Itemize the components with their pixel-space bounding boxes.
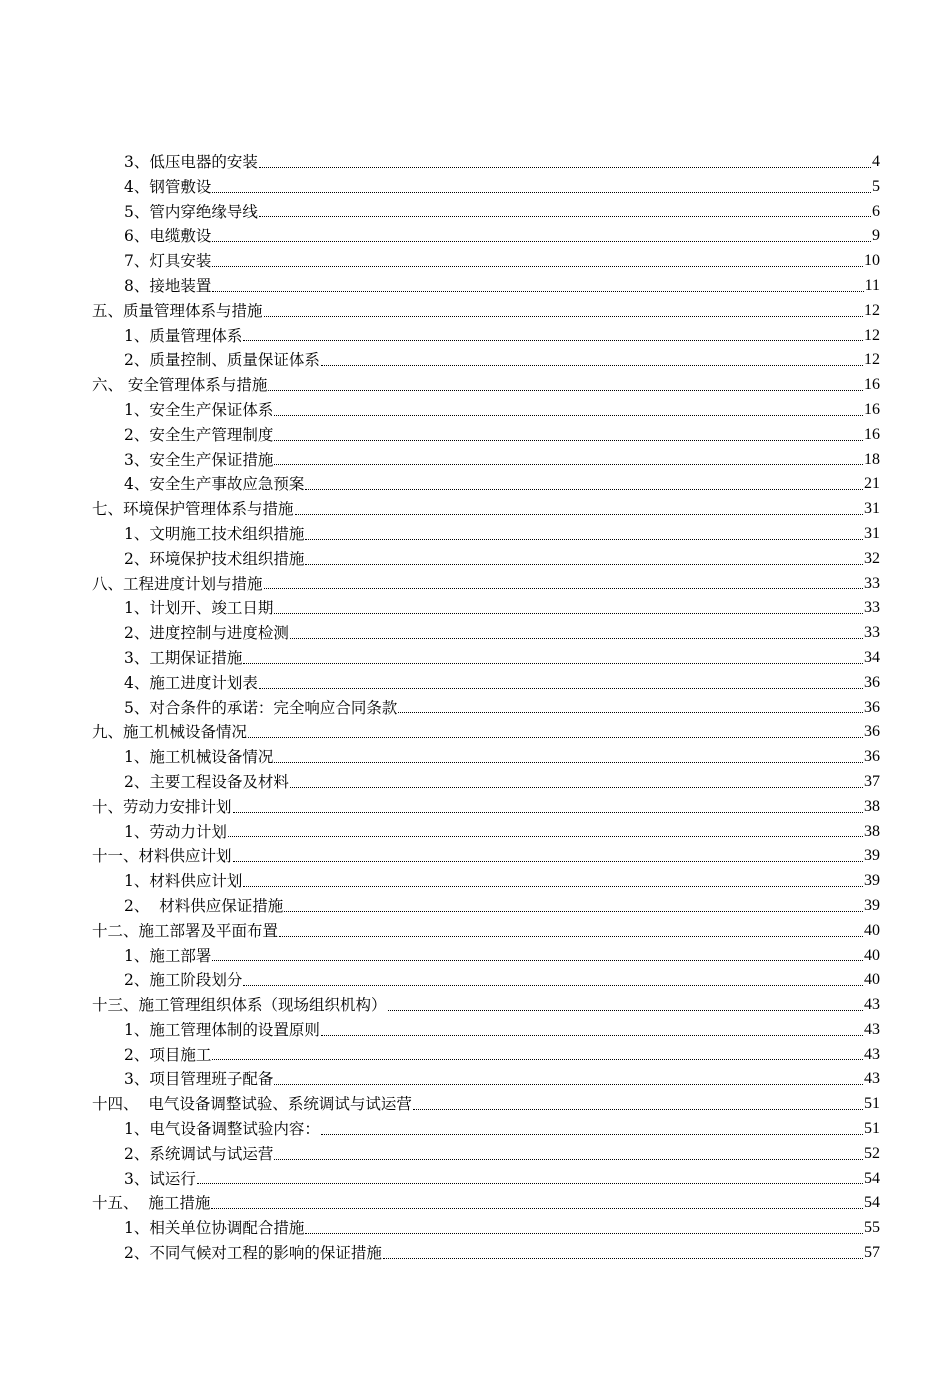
toc-entry[interactable] bbox=[92, 1043, 880, 1068]
toc-page-number: 36 bbox=[864, 698, 880, 716]
toc-entry[interactable] bbox=[92, 1092, 880, 1117]
toc-page-number: 31 bbox=[864, 500, 880, 518]
toc-dot-leader bbox=[305, 489, 863, 490]
toc-entry[interactable] bbox=[92, 348, 880, 373]
toc-page-number: 21 bbox=[864, 475, 880, 493]
toc-dot-leader bbox=[259, 167, 871, 168]
toc-entry[interactable] bbox=[92, 795, 880, 820]
toc-dot-leader bbox=[295, 514, 863, 515]
toc-entry-title: 6、电缆敷设 bbox=[124, 227, 212, 246]
toc-dot-leader bbox=[305, 1233, 863, 1234]
toc-page-number: 40 bbox=[864, 971, 880, 989]
toc-page-number: 43 bbox=[864, 996, 880, 1014]
toc-page-number: 40 bbox=[864, 921, 880, 939]
toc-page-number: 32 bbox=[864, 549, 880, 567]
toc-dot-leader bbox=[228, 836, 863, 837]
toc-page-number: 52 bbox=[864, 1144, 880, 1162]
toc-entry-title: 5、管内穿绝缘导线 bbox=[124, 202, 258, 221]
toc-entry-title: 2、环境保护技术组织措施 bbox=[124, 549, 305, 568]
toc-page-number: 51 bbox=[864, 1095, 880, 1113]
toc-page-number: 43 bbox=[864, 1045, 880, 1063]
toc-dot-leader bbox=[243, 886, 863, 887]
toc-entry-title: 3、低压电器的安装 bbox=[124, 153, 258, 171]
toc-dot-leader bbox=[212, 960, 863, 961]
toc-entry-title: 4、施工进度计划表 bbox=[124, 673, 258, 692]
toc-dot-leader bbox=[259, 216, 871, 217]
toc-dot-leader bbox=[383, 1258, 863, 1259]
toc-entry[interactable] bbox=[92, 150, 880, 175]
toc-entry[interactable] bbox=[92, 324, 880, 349]
toc-page-number: 38 bbox=[864, 822, 880, 840]
toc-dot-leader bbox=[274, 415, 863, 416]
toc-dot-leader bbox=[388, 1010, 863, 1011]
toc-dot-leader bbox=[274, 1159, 863, 1160]
toc-page-number: 34 bbox=[864, 648, 880, 666]
toc-entry[interactable] bbox=[92, 1216, 880, 1241]
toc-dot-leader bbox=[243, 663, 863, 664]
toc-entry-title: 3、试运行 bbox=[124, 1169, 196, 1188]
toc-entry[interactable] bbox=[92, 671, 880, 696]
toc-entry[interactable] bbox=[92, 497, 880, 522]
toc-page-number: 55 bbox=[864, 1219, 880, 1237]
toc-entry-title: 2、项目施工 bbox=[124, 1045, 212, 1064]
toc-entry-title: 7、灯具安装 bbox=[124, 252, 212, 271]
toc-entry[interactable] bbox=[92, 820, 880, 845]
toc-dot-leader bbox=[259, 688, 863, 689]
toc-entry-title: 八、工程进度计划与措施 bbox=[92, 574, 263, 593]
toc-page-number: 10 bbox=[864, 252, 880, 270]
toc-dot-leader bbox=[212, 266, 863, 267]
toc-page-number: 12 bbox=[864, 351, 880, 369]
toc-entry-title: 十三、施工管理组织体系（现场组织机构） bbox=[92, 996, 387, 1015]
toc-entry-title: 十二、施工部署及平面布置 bbox=[92, 921, 279, 940]
toc-page-number: 39 bbox=[864, 847, 880, 865]
toc-entry[interactable] bbox=[92, 844, 880, 869]
toc-entry-title: 2、施工阶段划分 bbox=[124, 971, 243, 990]
toc-entry[interactable] bbox=[92, 1018, 880, 1043]
toc-entry-title: 1、劳动力计划 bbox=[124, 822, 227, 841]
toc-dot-leader bbox=[321, 365, 863, 366]
toc-dot-leader bbox=[212, 241, 871, 242]
toc-entry-title: 十五、 施工措施 bbox=[92, 1194, 211, 1213]
toc-entry-title: 2、系统调试与试运营 bbox=[124, 1144, 274, 1163]
toc-entry-title: 5、对合条件的承诺：完全响应合同条款 bbox=[124, 698, 398, 717]
toc-entry[interactable] bbox=[92, 423, 880, 448]
toc-entry-title: 七、环境保护管理体系与措施 bbox=[92, 500, 294, 519]
toc-entry[interactable] bbox=[92, 1117, 880, 1142]
toc-dot-leader bbox=[211, 1208, 863, 1209]
toc-page-number: 37 bbox=[864, 772, 880, 790]
toc-entry-title: 1、安全生产保证体系 bbox=[124, 400, 274, 419]
toc-page-number: 36 bbox=[864, 673, 880, 691]
toc-entry[interactable] bbox=[92, 175, 880, 200]
toc-page-number: 12 bbox=[864, 326, 880, 344]
toc-page-number: 51 bbox=[864, 1120, 880, 1138]
toc-entry[interactable] bbox=[92, 696, 880, 721]
toc-page-number: 54 bbox=[864, 1169, 880, 1187]
toc-entry-title: 8、接地装置 bbox=[124, 276, 212, 295]
toc-entry-title: 1、质量管理体系 bbox=[124, 326, 243, 345]
toc-page-number: 43 bbox=[864, 1020, 880, 1038]
toc-entry[interactable] bbox=[92, 274, 880, 299]
toc-dot-leader bbox=[243, 340, 863, 341]
toc-page-number: 11 bbox=[864, 276, 880, 294]
toc-page-number: 16 bbox=[864, 425, 880, 443]
toc-entry-title: 九、施工机械设备情况 bbox=[92, 723, 248, 742]
toc-page-number: 4 bbox=[872, 153, 880, 170]
toc-dot-leader bbox=[274, 1084, 863, 1085]
toc-entry[interactable] bbox=[92, 547, 880, 572]
toc-page-number: 38 bbox=[864, 797, 880, 815]
toc-page-number: 9 bbox=[872, 227, 880, 245]
toc-entry-title: 1、计划开、竣工日期 bbox=[124, 599, 274, 618]
toc-entry[interactable] bbox=[92, 1067, 880, 1092]
toc-entry[interactable] bbox=[92, 249, 880, 274]
toc-entry-title: 2、不同气候对工程的影响的保证措施 bbox=[124, 1244, 382, 1263]
toc-dot-leader bbox=[268, 390, 863, 391]
toc-dot-leader bbox=[279, 936, 863, 937]
toc-entry-title: 十一、材料供应计划 bbox=[92, 847, 232, 866]
toc-entry-title: 2、进度控制与进度检测 bbox=[124, 624, 289, 643]
toc-page-number: 6 bbox=[872, 202, 880, 220]
toc-dot-leader bbox=[321, 1134, 863, 1135]
toc-dot-leader bbox=[264, 588, 863, 589]
toc-dot-leader bbox=[274, 464, 863, 465]
toc-entry[interactable] bbox=[92, 1167, 880, 1192]
toc-entry-title: 1、电气设备调整试验内容： bbox=[124, 1120, 320, 1139]
toc-dot-leader bbox=[413, 1109, 863, 1110]
toc-entry[interactable] bbox=[92, 448, 880, 473]
toc-entry[interactable] bbox=[92, 224, 880, 249]
toc-entry-title: 1、文明施工技术组织措施 bbox=[124, 524, 305, 543]
toc-page-number: 39 bbox=[864, 896, 880, 914]
toc-entry-title: 十、劳动力安排计划 bbox=[92, 797, 232, 816]
toc-dot-leader bbox=[305, 539, 863, 540]
toc-entry-title: 十四、 电气设备调整试验、系统调试与试运营 bbox=[92, 1095, 412, 1114]
toc-entry[interactable] bbox=[92, 894, 880, 919]
table-of-contents bbox=[92, 150, 880, 1266]
toc-entry[interactable] bbox=[92, 968, 880, 993]
toc-entry[interactable] bbox=[92, 522, 880, 547]
toc-entry-title: 1、施工部署 bbox=[124, 946, 212, 965]
toc-entry[interactable] bbox=[92, 621, 880, 646]
toc-entry[interactable] bbox=[92, 869, 880, 894]
toc-dot-leader bbox=[290, 638, 863, 639]
toc-entry[interactable] bbox=[92, 572, 880, 597]
toc-page-number: 33 bbox=[864, 574, 880, 592]
toc-page-number: 33 bbox=[864, 599, 880, 617]
toc-entry-title: 六、 安全管理体系与措施 bbox=[92, 376, 268, 395]
toc-entry-title: 五、质量管理体系与措施 bbox=[92, 301, 263, 320]
toc-page-number: 57 bbox=[864, 1244, 880, 1262]
toc-dot-leader bbox=[212, 192, 871, 193]
toc-page-number: 36 bbox=[864, 748, 880, 766]
toc-entry[interactable] bbox=[92, 1191, 880, 1216]
toc-entry[interactable] bbox=[92, 299, 880, 324]
toc-entry[interactable] bbox=[92, 398, 880, 423]
toc-entry-title: 2、主要工程设备及材料 bbox=[124, 772, 289, 791]
toc-entry[interactable] bbox=[92, 944, 880, 969]
toc-entry-title: 2、 材料供应保证措施 bbox=[124, 896, 284, 915]
toc-dot-leader bbox=[264, 316, 863, 317]
toc-entry-title: 3、工期保证措施 bbox=[124, 648, 243, 667]
toc-dot-leader bbox=[248, 737, 863, 738]
toc-entry[interactable] bbox=[92, 720, 880, 745]
toc-dot-leader bbox=[398, 712, 863, 713]
toc-entry-title: 3、安全生产保证措施 bbox=[124, 450, 274, 469]
toc-dot-leader bbox=[305, 564, 863, 565]
toc-entry-title: 4、钢管敷设 bbox=[124, 177, 212, 196]
toc-page-number: 16 bbox=[864, 400, 880, 418]
toc-page-number: 16 bbox=[864, 376, 880, 394]
toc-entry[interactable] bbox=[92, 472, 880, 497]
toc-dot-leader bbox=[274, 440, 863, 441]
toc-page-number: 43 bbox=[864, 1070, 880, 1088]
toc-dot-leader bbox=[290, 787, 863, 788]
toc-entry-title: 1、施工管理体制的设置原则 bbox=[124, 1020, 320, 1039]
toc-entry-title: 2、安全生产管理制度 bbox=[124, 425, 274, 444]
toc-page-number: 18 bbox=[864, 450, 880, 468]
toc-dot-leader bbox=[274, 762, 863, 763]
toc-dot-leader bbox=[197, 1183, 863, 1184]
toc-entry[interactable] bbox=[92, 200, 880, 225]
toc-dot-leader bbox=[284, 911, 863, 912]
toc-dot-leader bbox=[321, 1035, 863, 1036]
toc-page-number: 36 bbox=[864, 723, 880, 741]
toc-entry[interactable] bbox=[92, 745, 880, 770]
toc-entry[interactable] bbox=[92, 646, 880, 671]
toc-entry-title: 1、施工机械设备情况 bbox=[124, 748, 274, 767]
toc-entry[interactable] bbox=[92, 1241, 880, 1266]
toc-entry-title: 1、相关单位协调配合措施 bbox=[124, 1219, 305, 1238]
toc-dot-leader bbox=[274, 613, 863, 614]
toc-page-number: 12 bbox=[864, 301, 880, 319]
toc-page-number: 54 bbox=[864, 1194, 880, 1212]
toc-entry-title: 1、材料供应计划 bbox=[124, 872, 243, 891]
toc-entry[interactable] bbox=[92, 373, 880, 398]
toc-entry[interactable] bbox=[92, 1142, 880, 1167]
toc-page-number: 39 bbox=[864, 872, 880, 890]
toc-page-number: 33 bbox=[864, 624, 880, 642]
toc-entry[interactable] bbox=[92, 596, 880, 621]
toc-dot-leader bbox=[212, 1059, 863, 1060]
toc-page-number: 5 bbox=[872, 177, 880, 195]
toc-entry[interactable] bbox=[92, 770, 880, 795]
toc-dot-leader bbox=[233, 812, 863, 813]
toc-entry-title: 2、质量控制、质量保证体系 bbox=[124, 351, 320, 370]
toc-page-number: 40 bbox=[864, 946, 880, 964]
toc-dot-leader bbox=[212, 291, 863, 292]
toc-entry[interactable] bbox=[92, 993, 880, 1018]
toc-entry-title: 3、项目管理班子配备 bbox=[124, 1070, 274, 1089]
toc-entry[interactable] bbox=[92, 919, 880, 944]
toc-page-number: 31 bbox=[864, 524, 880, 542]
toc-dot-leader bbox=[233, 861, 863, 862]
toc-dot-leader bbox=[243, 985, 863, 986]
toc-entry-title: 4、安全生产事故应急预案 bbox=[124, 475, 305, 494]
